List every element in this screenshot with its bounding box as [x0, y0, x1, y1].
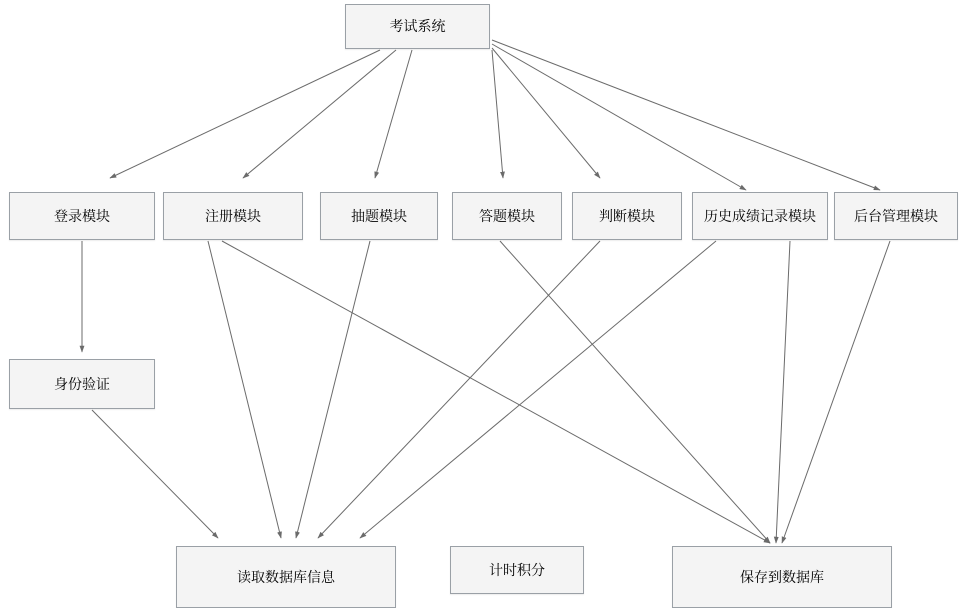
node-history-label: 历史成绩记录模块: [704, 207, 816, 224]
node-savedb[interactable]: [672, 546, 892, 608]
node-auth-label: 身份验证: [54, 375, 110, 392]
node-draw[interactable]: [320, 192, 438, 240]
edge-root-to-answer: [492, 50, 503, 178]
node-readdb[interactable]: [176, 546, 396, 608]
node-root[interactable]: [345, 4, 490, 49]
edge-register-to-readdb: [208, 241, 281, 538]
edge-admin-to-savedb: [782, 241, 890, 543]
edge-root-to-history: [492, 44, 746, 190]
edge-root-to-draw: [375, 50, 412, 178]
node-login-label: 登录模块: [54, 207, 110, 224]
edge-history-to-savedb: [776, 241, 790, 543]
node-judge[interactable]: [572, 192, 682, 240]
node-savedb-label: 保存到数据库: [740, 568, 824, 585]
node-admin[interactable]: [834, 192, 958, 240]
node-judge-label: 判断模块: [599, 207, 655, 224]
node-answer-label: 答题模块: [479, 207, 535, 224]
node-register-label: 注册模块: [205, 207, 261, 224]
node-draw-label: 抽题模块: [351, 207, 407, 224]
edge-root-to-register: [243, 50, 396, 178]
edge-root-to-judge: [492, 48, 600, 178]
node-answer[interactable]: [452, 192, 562, 240]
edge-answer-to-savedb: [500, 241, 770, 543]
node-readdb-label: 读取数据库信息: [237, 568, 335, 585]
node-login[interactable]: [9, 192, 155, 240]
node-timer-label: 计时积分: [489, 561, 545, 578]
node-admin-label: 后台管理模块: [854, 207, 938, 224]
node-root-label: 考试系统: [389, 18, 446, 35]
node-timer[interactable]: [450, 546, 584, 594]
node-register[interactable]: [163, 192, 303, 240]
edge-judge-to-readdb: [318, 241, 600, 538]
edge-root-to-admin: [492, 40, 880, 190]
node-history[interactable]: [692, 192, 828, 240]
edge-auth-to-readdb: [92, 410, 218, 538]
node-auth[interactable]: [9, 359, 155, 409]
edge-root-to-login: [110, 50, 380, 178]
edge-register-to-savedb: [222, 241, 770, 543]
edge-history-to-readdb: [360, 241, 716, 538]
edge-draw-to-readdb: [296, 241, 370, 538]
